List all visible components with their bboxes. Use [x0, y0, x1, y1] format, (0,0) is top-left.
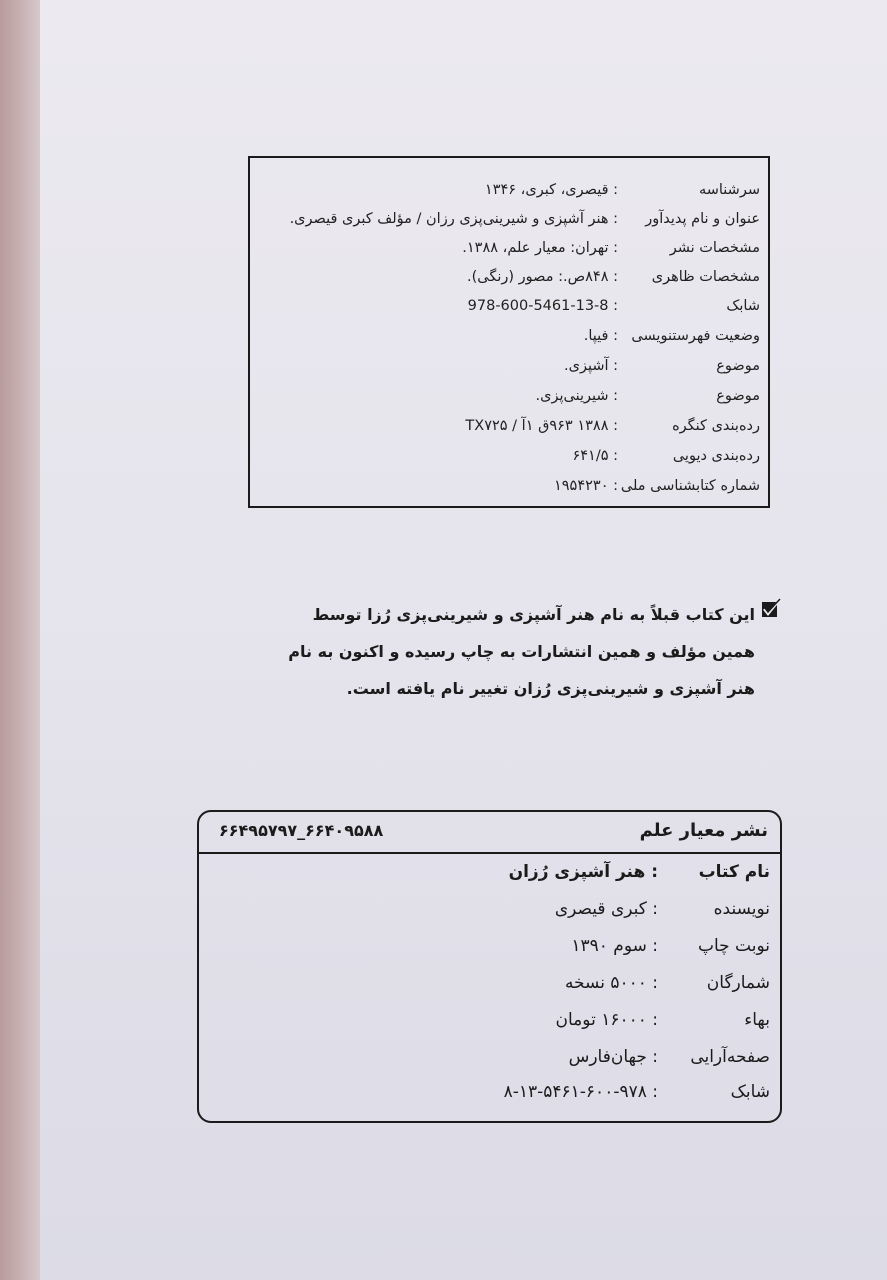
cip-row: [250, 294, 768, 324]
cip-label: مشخصات نشر: [669, 240, 760, 256]
publisher-phones: ۶۶۴۹۵۷۹۷_۶۶۴۰۹۵۸۸: [219, 821, 384, 840]
pub-value: : ۵۰۰۰ نسخه: [564, 973, 658, 993]
note-line: همین مؤلف و همین انتشارات به چاپ رسیده و اکنون به نام: [288, 642, 755, 661]
cip-label: شابک: [726, 298, 760, 314]
cip-value: : قیصری، کبری، ۱۳۴۶: [484, 182, 618, 198]
pub-value: : سوم ۱۳۹۰: [571, 936, 658, 956]
cip-record-box: [248, 156, 770, 508]
cip-value: : فیپا.: [583, 328, 618, 344]
pub-label: نوبت چاپ: [697, 936, 770, 956]
cip-row: [250, 354, 768, 384]
cip-value: : هنر آشپزی و شیرینی‌پزی رزان / مؤلف کبری قیصری.: [289, 211, 618, 227]
cip-row: [250, 384, 768, 414]
pub-label: نویسنده: [713, 899, 770, 919]
cip-value: : ۸۴۸ص.: مصور (رنگی).: [466, 269, 618, 285]
pub-label: بهاء: [744, 1010, 770, 1030]
publisher-header: [199, 812, 780, 854]
pub-value: : جهان‌فارس: [568, 1047, 658, 1067]
pub-label: صفحه‌آرایی: [690, 1047, 770, 1067]
page-gutter-shadow: [0, 0, 40, 1280]
cip-label: رده‌بندی دیویی: [672, 448, 760, 464]
cip-value: : آشپزی.: [563, 358, 618, 374]
publisher-info-box: [197, 810, 782, 1123]
pub-value: : کبری قیصری: [554, 899, 658, 919]
pub-row: [199, 895, 780, 929]
cip-row: [250, 236, 768, 266]
pub-value: : هنر آشپزی رُزان: [508, 862, 658, 882]
cip-label: مشخصات ظاهری: [651, 269, 760, 285]
cip-label: موضوع: [716, 388, 760, 404]
cip-row: [250, 178, 768, 208]
pub-row: [199, 1043, 780, 1077]
note-line: این کتاب قبلاً به نام هنر آشپزی و شیرینی‌پزی رُزا توسط: [312, 605, 755, 624]
pub-row: [199, 932, 780, 966]
pub-row: [199, 858, 780, 892]
cip-row: [250, 265, 768, 295]
cip-row: [250, 444, 768, 474]
cip-row: [250, 207, 768, 237]
cip-label: شماره کتابشناسی ملی: [620, 478, 760, 494]
cip-row: [250, 474, 768, 504]
checkmark-box-icon: [759, 596, 783, 620]
publisher-name: نشر معیار علم: [639, 820, 768, 841]
cip-label: وضعیت فهرستنویسی: [631, 328, 760, 344]
cip-value: : 978-600-5461-13-8: [467, 298, 618, 314]
pub-label: شابک: [730, 1082, 770, 1102]
cip-row: [250, 414, 768, 444]
cip-value: : ۱۳۸۸ ۹۶۳ق ۱آ / TX۷۲۵: [465, 418, 618, 434]
cip-label: سرشناسه: [698, 182, 760, 198]
note-line: هنر آشپزی و شیرینی‌پزی رُزان تغییر نام یافته است.: [346, 679, 755, 698]
cip-value: : ۶۴۱/۵: [572, 448, 618, 464]
cip-row: [250, 324, 768, 354]
pub-label: شمارگان: [706, 973, 770, 993]
pub-row: [199, 1006, 780, 1040]
cip-label: رده‌بندی کنگره: [672, 418, 760, 434]
cip-value: : تهران: معیار علم، ۱۳۸۸.: [462, 240, 618, 256]
pub-value: : ۸-۱۳-۵۴۶۱-۶۰۰-۹۷۸: [503, 1082, 658, 1102]
cip-value: : شیرینی‌پزی.: [535, 388, 618, 404]
cip-value: : ۱۹۵۴۲۳۰: [553, 478, 618, 494]
pub-label: نام کتاب: [698, 862, 770, 882]
cip-label: موضوع: [716, 358, 760, 374]
pub-row: [199, 1078, 780, 1112]
pub-row: [199, 969, 780, 1003]
pub-value: : ۱۶۰۰۰ تومان: [555, 1010, 658, 1030]
cip-label: عنوان و نام پدیدآور: [645, 211, 760, 227]
